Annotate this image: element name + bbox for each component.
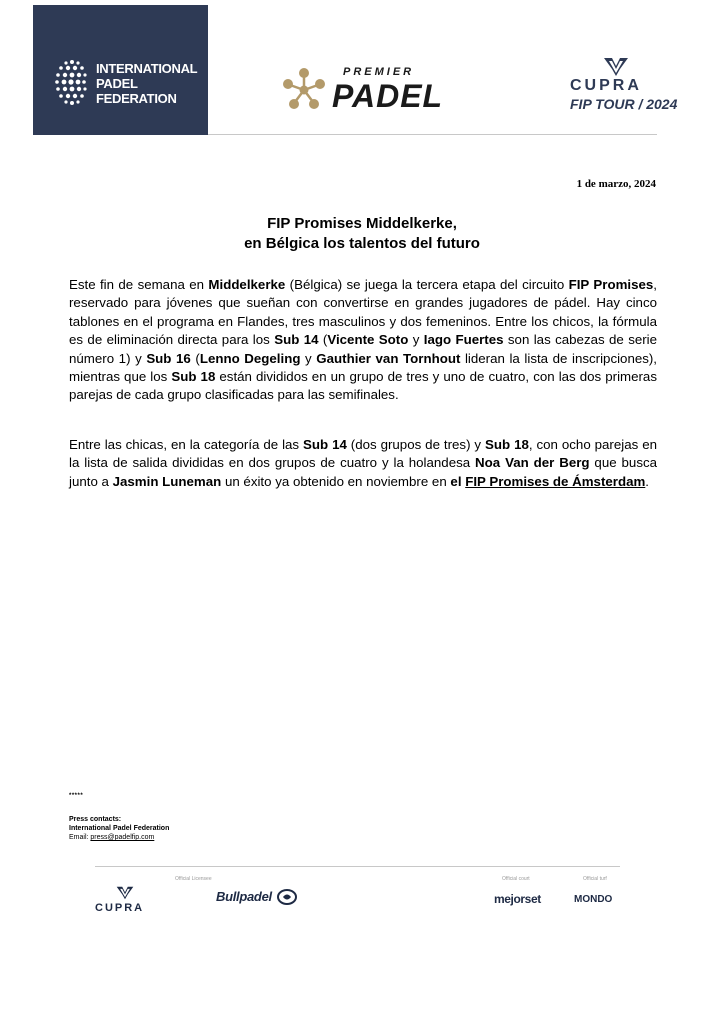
article-link[interactable]: FIP Promises de Ámsterdam xyxy=(465,473,646,489)
press-email-line xyxy=(69,833,169,842)
text-run: ( xyxy=(318,332,328,348)
bold-run: Sub 18 xyxy=(485,437,529,452)
release-date: 1 de marzo, 2024 xyxy=(576,178,656,190)
press-contacts-heading: Press contacts: xyxy=(69,816,122,823)
text-run: Este fin de semana en xyxy=(69,277,209,292)
separator-stars: ***** xyxy=(69,793,84,799)
text-run: un éxito ya obtenido en noviembre en xyxy=(221,473,451,489)
text-run: y xyxy=(408,332,424,348)
text-run: (Bélgica) se juega la tercera etapa del circuito xyxy=(285,277,569,292)
sponsor-label-licensee: Official Licensee xyxy=(175,876,212,882)
press-org: International Padel Federation xyxy=(69,825,170,832)
sponsor-cupra: CUPRA xyxy=(95,902,145,914)
sponsor-label-court: Official court xyxy=(502,876,530,882)
sponsor-mondo: MONDO xyxy=(574,894,613,905)
bold-run: FIP Promises xyxy=(568,277,654,292)
text-run: están divididos en un grupo de tres y uno de cuatro, con las dos primeras parejas de cada grupo clasificadas para las semifinales. xyxy=(69,369,657,403)
cupra-emblem-icon xyxy=(603,57,629,77)
bold-run: Sub 14 xyxy=(274,332,319,348)
text-run: son las cabezas de serie número 1) y xyxy=(69,332,658,366)
bold-run: Noa Van der Berg xyxy=(475,455,590,471)
sponsor-cupra-emblem-icon xyxy=(116,886,134,900)
bold-run: Sub 14 xyxy=(303,437,347,452)
bold-run: Jasmin Luneman xyxy=(112,473,222,489)
bold-run: Gauthier van Tornhout xyxy=(316,350,461,366)
fip-logo-line: INTERNATIONAL xyxy=(96,61,198,76)
fip-logo-line: PADEL xyxy=(96,76,138,91)
bullpadel-emblem-icon xyxy=(277,889,297,905)
premier-padel-star-icon xyxy=(281,67,327,113)
text-run: . xyxy=(645,473,649,489)
text-run: (dos grupos de tres) y xyxy=(346,437,486,452)
bold-run: el xyxy=(450,473,466,489)
text-run: , con ocho parejas en la lista de salida divididas en dos grupos de cuatro y la holandesa xyxy=(69,437,657,471)
cupra-wordmark: CUPRA xyxy=(570,77,642,94)
sponsor-bullpadel: Bullpadel xyxy=(216,889,272,904)
text-run: Entre las chicas, en la categoría de las xyxy=(69,437,304,452)
paragraph-1 xyxy=(69,276,657,405)
bold-run: Vicente Soto xyxy=(327,332,409,348)
text-run: ( xyxy=(190,350,200,366)
fip-logo-text xyxy=(96,61,197,106)
sponsor-divider xyxy=(95,866,620,867)
bold-run: Sub 18 xyxy=(171,369,216,385)
header-divider xyxy=(208,134,657,135)
bold-run: Middelkerke xyxy=(208,277,286,292)
sponsor-mejorset: mejorset xyxy=(494,892,541,906)
article-title xyxy=(62,214,662,254)
bold-run: Lenno Degeling xyxy=(199,350,301,366)
padel-wordmark: PADEL xyxy=(332,78,444,114)
title-line: FIP Promises Middelkerke, xyxy=(267,215,457,232)
press-email-link[interactable]: press@padelfip.com xyxy=(90,834,155,841)
fip-ball-icon xyxy=(52,58,92,112)
fip-tour-label: FIP TOUR / 2024 xyxy=(570,96,678,112)
bold-run: Sub 16 xyxy=(146,350,191,366)
paragraph-2 xyxy=(69,436,657,491)
text-run: y xyxy=(300,350,317,366)
text-run: , reservado para jóvenes que sueñan con convertirse en grandes jugadores de pádel. Hay cinco tablones en el programa en Flandes, tres masculinos y dos femeninos. Entre los chicos, la fórmula es de eliminación directa para los xyxy=(69,277,657,348)
bold-run: Iago Fuertes xyxy=(423,332,504,348)
press-contacts xyxy=(69,815,169,842)
premier-label: PREMIER xyxy=(343,66,415,78)
text-run: que busca junto a xyxy=(69,455,658,489)
title-line: en Bélgica los talentos del futuro xyxy=(244,235,480,252)
sponsor-label-turf: Official turf xyxy=(583,876,607,882)
text-run: lideran la lista de inscripciones), mientras que los xyxy=(69,350,657,385)
fip-logo-line: FEDERATION xyxy=(96,91,177,106)
email-label: Email: xyxy=(69,834,91,841)
